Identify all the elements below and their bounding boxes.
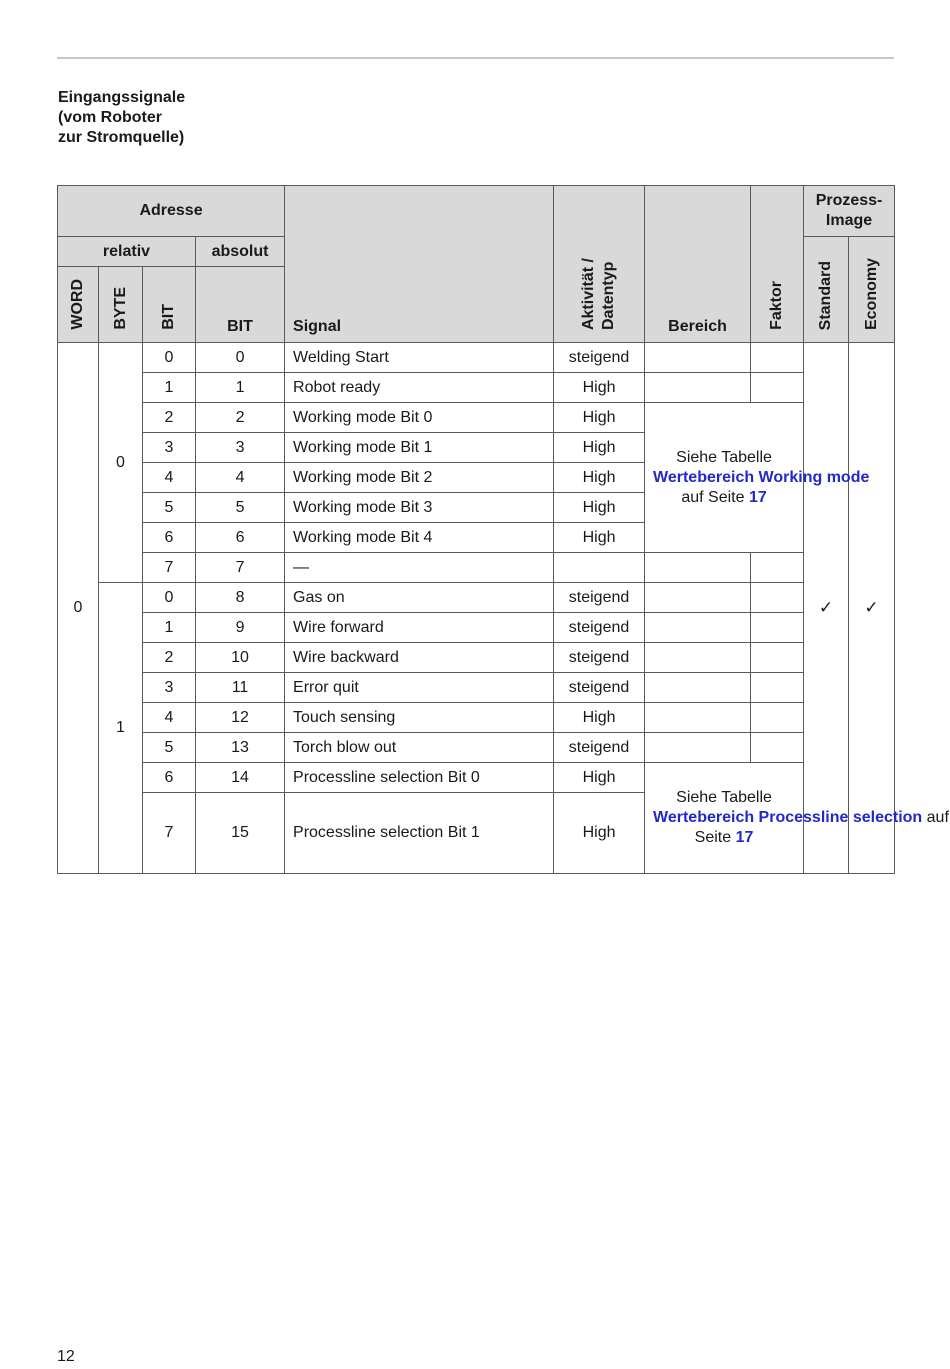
section-title-line: zur Stromquelle) [58,129,185,146]
activity-cell: steigend [554,583,645,613]
note-text: Siehe Tabelle [676,448,772,466]
bit-cell: 5 [143,493,196,523]
activity-cell: High [554,493,645,523]
processline-note [645,763,949,874]
activity-cell: steigend [554,733,645,763]
signal-cell: Working mode Bit 1 [285,433,554,463]
factor-cell [751,733,804,763]
signal-cell: Processline selection Bit 0 [285,763,554,793]
section-title-line: Eingangssignale [58,89,186,106]
factor-cell [751,553,804,583]
byte-cell: 1 [99,583,143,874]
table-row [58,733,895,763]
working-mode-link[interactable]: Wertebereich Working mode [653,468,870,486]
header-bit-relative [143,267,196,343]
abs-bit-cell: 7 [196,553,285,583]
signal-cell: Welding Start [285,343,554,373]
economy-check-icon: ✓ [849,343,895,874]
note-text: Siehe Tabelle [676,789,772,806]
range-cell [645,583,751,613]
signal-cell: — [285,553,554,583]
range-cell [645,703,751,733]
header-byte-label: BYTE [111,287,129,330]
header-prozess-image: Prozess- Image [804,186,895,237]
abs-bit-cell: 5 [196,493,285,523]
activity-cell: High [554,373,645,403]
activity-cell: High [554,793,645,874]
abs-bit-cell: 10 [196,643,285,673]
factor-cell [751,703,804,733]
byte-cell: 0 [99,343,143,583]
table-row [58,343,895,373]
factor-cell [751,583,804,613]
activity-cell: High [554,763,645,793]
header-aktivitaet [554,186,645,343]
note-text: auf Seite [681,488,745,506]
bit-cell: 6 [143,763,196,793]
header-signal: Signal [285,186,554,343]
top-rule [57,57,894,59]
signal-cell: Robot ready [285,373,554,403]
activity-cell: steigend [554,343,645,373]
processline-link[interactable]: Wertebereich Processline selection [653,809,923,826]
header-aktivitaet-label: Aktivität / Datentyp [580,257,618,330]
header-faktor-label: Faktor [768,281,786,330]
range-cell [645,343,751,373]
abs-bit-cell: 12 [196,703,285,733]
signal-cell: Working mode Bit 4 [285,523,554,553]
abs-bit-cell: 11 [196,673,285,703]
bit-cell: 0 [143,343,196,373]
signal-cell: Working mode Bit 0 [285,403,554,433]
header-byte [99,267,143,343]
abs-bit-cell: 1 [196,373,285,403]
range-cell [645,733,751,763]
header-standard-label: Standard [817,260,835,330]
abs-bit-cell: 13 [196,733,285,763]
word-cell: 0 [58,343,99,874]
signal-cell: Gas on [285,583,554,613]
bit-cell: 3 [143,673,196,703]
activity-cell: steigend [554,643,645,673]
abs-bit-cell: 3 [196,433,285,463]
table-row [58,763,895,793]
abs-bit-cell: 4 [196,463,285,493]
activity-cell: steigend [554,613,645,643]
range-cell [645,553,751,583]
range-cell [645,373,751,403]
abs-bit-cell: 8 [196,583,285,613]
header-bereich: Bereich [645,186,751,343]
activity-cell: High [554,403,645,433]
range-cell [645,673,751,703]
abs-bit-cell: 2 [196,403,285,433]
range-cell [645,613,751,643]
table-row [58,403,895,433]
standard-check-icon: ✓ [804,343,849,874]
activity-cell [554,553,645,583]
page-link[interactable]: 17 [735,829,754,846]
signal-cell: Wire forward [285,613,554,643]
working-mode-note [645,403,870,553]
bit-cell: 2 [143,403,196,433]
bit-cell: 7 [143,553,196,583]
factor-cell [751,343,804,373]
bit-cell: 2 [143,643,196,673]
signal-cell: Torch blow out [285,733,554,763]
bit-cell: 0 [143,583,196,613]
signal-cell: Working mode Bit 3 [285,493,554,523]
bit-cell: 4 [143,463,196,493]
signal-cell: Wire backward [285,643,554,673]
header-relativ: relativ [58,237,196,267]
bit-cell: 6 [143,523,196,553]
bit-cell: 1 [143,613,196,643]
bit-cell: 4 [143,703,196,733]
factor-cell [751,613,804,643]
table-row [58,373,895,403]
header-standard [804,237,849,343]
abs-bit-cell: 14 [196,763,285,793]
activity-cell: High [554,463,645,493]
header-faktor [751,186,804,343]
table-row [58,583,895,613]
header-economy [849,237,895,343]
factor-cell [751,673,804,703]
header-bit-relative-label: BIT [160,304,177,330]
abs-bit-cell: 0 [196,343,285,373]
signal-cell: Error quit [285,673,554,703]
table-row [58,553,895,583]
activity-cell: High [554,433,645,463]
section-title-line: (vom Roboter [58,109,162,126]
abs-bit-cell: 15 [196,793,285,874]
bit-cell: 5 [143,733,196,763]
header-word-label: WORD [69,279,86,330]
abs-bit-cell: 9 [196,613,285,643]
signals-table [57,185,949,874]
table-row [58,673,895,703]
header-bit-absolute: BIT [196,267,285,343]
header-economy-label: Economy [862,257,880,330]
activity-cell: steigend [554,673,645,703]
activity-cell: High [554,523,645,553]
signal-cell: Processline selection Bit 1 [285,793,554,874]
bit-cell: 7 [143,793,196,874]
activity-cell: High [554,703,645,733]
header-word [58,267,99,343]
header-absolut: absolut [196,237,285,267]
note-text: auf [926,809,949,826]
header-adresse: Adresse [58,186,285,237]
page-number: 12 [57,1348,75,1365]
section-title [58,88,278,148]
bit-cell: 1 [143,373,196,403]
factor-cell [751,373,804,403]
signal-cell: Touch sensing [285,703,554,733]
factor-cell [751,643,804,673]
note-text: Seite [694,829,732,846]
range-cell [645,643,751,673]
table-row [58,643,895,673]
abs-bit-cell: 6 [196,523,285,553]
page-link[interactable]: 17 [748,488,767,506]
table-row [58,703,895,733]
signal-cell: Working mode Bit 2 [285,463,554,493]
bit-cell: 3 [143,433,196,463]
table-row [58,613,895,643]
